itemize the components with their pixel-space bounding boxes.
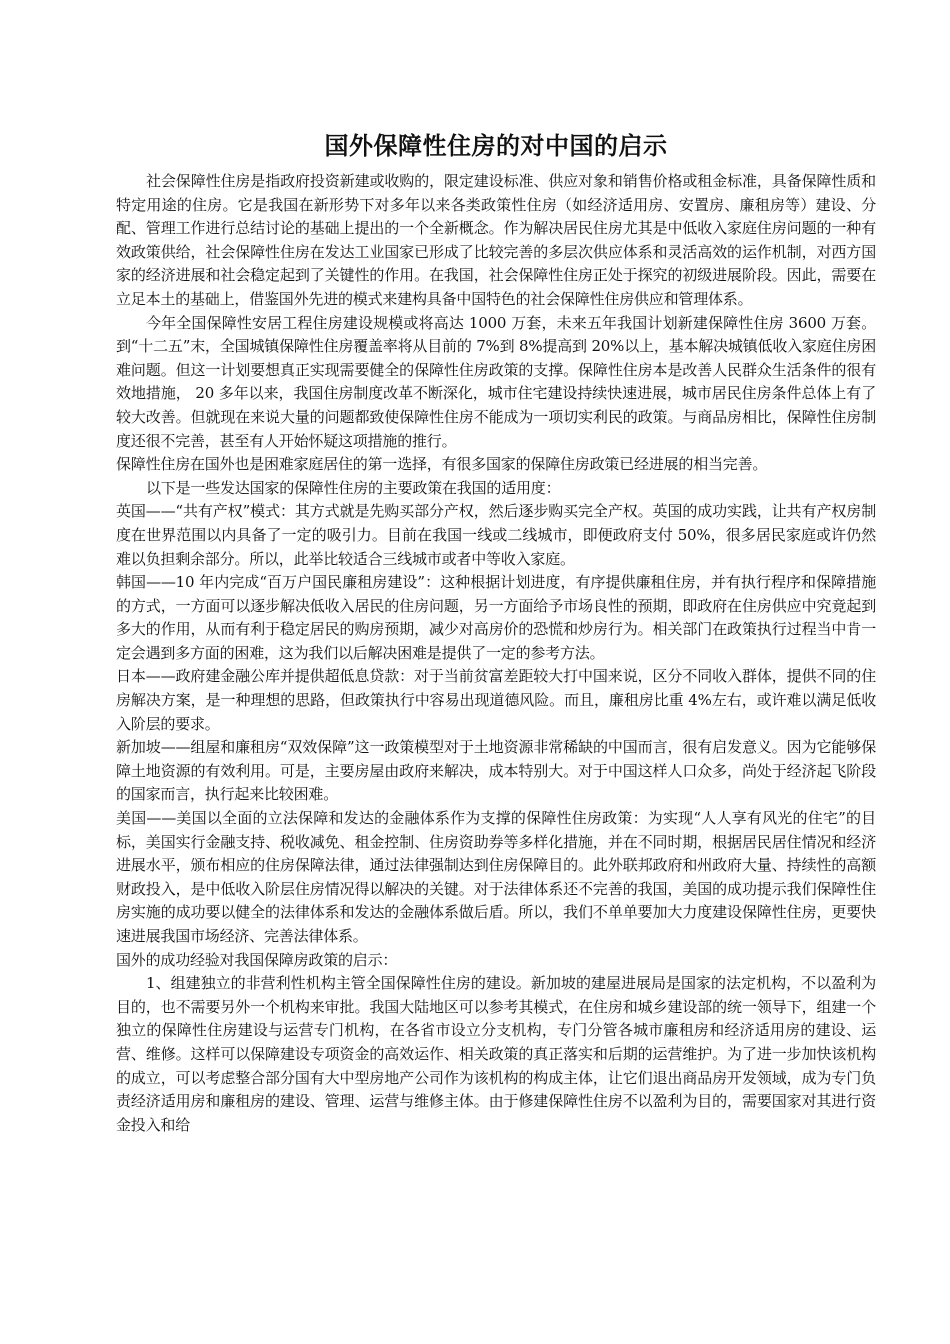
paragraph-plan: 今年全国保障性安居工程住房建设规模或将高达 1000 万套，未来五年我国计划新建保障性住房 3600 万套。到“十二五”末，全国城镇保障性住房覆盖率将从目前的 7%到 8%提高到 20%以上，基本解决城镇低收入家庭住房困难问题。但这一计划要想真正实现需要健全的保障性住房政策的支撑。保障性住房本是改善人民群众生活条件的很有效地措施， 20 多年以来，我国住房制度改革不断深化，城市住宅建设持续快速进展，城市居民住房条件总体上有了较大改善。但就现在来说大量的问题都致使保障性住房不能成为一项切实利民的政策。与商品房相比，保障性住房制度还很不完善，甚至有人开始怀疑这项措施的推行。 <box>116 313 876 450</box>
paragraph-list-intro: 以下是一些发达国家的保障性住房的主要政策在我国的适用度： <box>146 478 561 497</box>
paragraph-lessons-heading: 国外的成功经验对我国保障房政策的启示： <box>116 950 398 969</box>
paragraph-korea: 韩国——10 年内完成“百万户国民廉租房建设”：这种根据计划进度，有序提供廉租住房，并有执行程序和保障措施的方式，一方面可以逐步解决低收入居民的住房问题，另一方面给予市场良性的预期，即政府在住房供应中究竟起到多大的作用，从而有利于稳定居民的购房预期，减少对高房价的恐慌和炒房行为。相关部门在政策执行过程当中肯一定会遇到多方面的困难，这为我们以后解决困难是提供了一定的参考方法。 <box>116 573 876 662</box>
paragraph-lesson-1: 1、组建独立的非营利性机构主管全国保障性住房的建设。新加坡的建屋进展局是国家的法定机构，不以盈利为目的，也不需要另外一个机构来审批。我国大陆地区可以参考其模式，在住房和城乡建设部的统一领导下，组建一个独立的保障性住房建设与运营专门机构，在各省市设立分支机构，专门分管各城市廉租房和经济适用房的建设、运营、维修。这样可以保障建设专项资金的高效运作、相关政策的真正落实和后期的运营维护。为了进一步加快该机构的成立，可以考虑整合部分国有大中型房地产公司作为该机构的构成主体，让它们退出商品房开发领域，成为专门负责经济适用房和廉租房的建设、管理、运营与维修主体。由于修建保障性住房不以盈利为目的，需要国家对其进行资金投入和给 <box>116 974 876 1134</box>
document-page <box>116 128 876 1137</box>
paragraph-usa: 美国——美国以全面的立法保障和发达的金融体系作为支撑的保障性住房政策：为实现“人人享有风光的住宅”的目标，美国实行金融支持、税收减免、租金控制、住房资助券等多样化措施，并在不同时期，根据居民居住情况和经济进展水平，颁布相应的住房保障法律，通过法律强制达到住房保障目的。此外联邦政府和州政府大量、持续性的高额财政投入，是中低收入阶层住房情况得以解决的关键。对于法律体系还不完善的我国，美国的成功提示我们保障性住房实施的成功要以健全的法律体系和发达的金融体系做后盾。所以，我们不单单要加大力度建设保障性住房，更要快速进展我国市场经济、完善法律体系。 <box>116 809 876 945</box>
document-title: 国外保障性住房的对中国的启示 <box>324 132 668 160</box>
paragraph-singapore: 新加坡——组屋和廉租房“双效保障”这一政策模型对于土地资源非常稀缺的中国而言，很有启发意义。因为它能够保障土地资源的有效利用。可是，主要房屋由政府来解决，成本特别大。对于中国这样人口众多，尚处于经济起飞阶段的国家而言，执行起来比较困难。 <box>116 738 876 804</box>
paragraph-abroad: 保障性住房在国外也是困难家庭居住的第一选择，有很多国家的保障住房政策已经进展的相当完善。 <box>116 455 768 474</box>
document-body <box>116 170 876 1137</box>
paragraph-intro: 社会保障性住房是指政府投资新建或收购的，限定建设标准、供应对象和销售价格或租金标准，具备保障性质和特定用途的住房。它是我国在新形势下对多年以来各类政策性住房（如经济适用房、安置房、廉租房等）建设、分配、管理工作进行总结讨论的基础上提出的一个全新概念。作为解决居民住房尤其是中低收入家庭住房问题的一种有效政策供给，社会保障性住房在发达工业国家已形成了比较完善的多层次供应体系和灵活高效的运作机制，对西方国家的经济进展和社会稳定起到了关键性的作用。在我国，社会保障性住房正处于探究的初级进展阶段。因此，需要在立足本土的基础上，借鉴国外先进的模式来建构具备中国特色的社会保障性住房供应和管理体系。 <box>116 172 876 308</box>
paragraph-uk: 英国——“共有产权”模式：其方式就是先购买部分产权，然后逐步购买完全产权。英国的成功实践，让共有产权房制度在世界范围以内具备了一定的吸引力。目前在我国一线或二线城市，即便政府支付 50%，很多居民家庭或许仍然难以负担剩余部分。所以，此举比较适合三线城市或者中等收入家庭。 <box>116 502 876 568</box>
paragraph-japan: 日本——政府建金融公库并提供超低息贷款：对于当前贫富差距较大打中国来说，区分不同收入群体，提供不同的住房解决方案，是一种理想的思路，但政策执行中容易出现道德风险。而且，廉租房比重 4%左右，或许难以满足低收入阶层的要求。 <box>116 667 876 733</box>
